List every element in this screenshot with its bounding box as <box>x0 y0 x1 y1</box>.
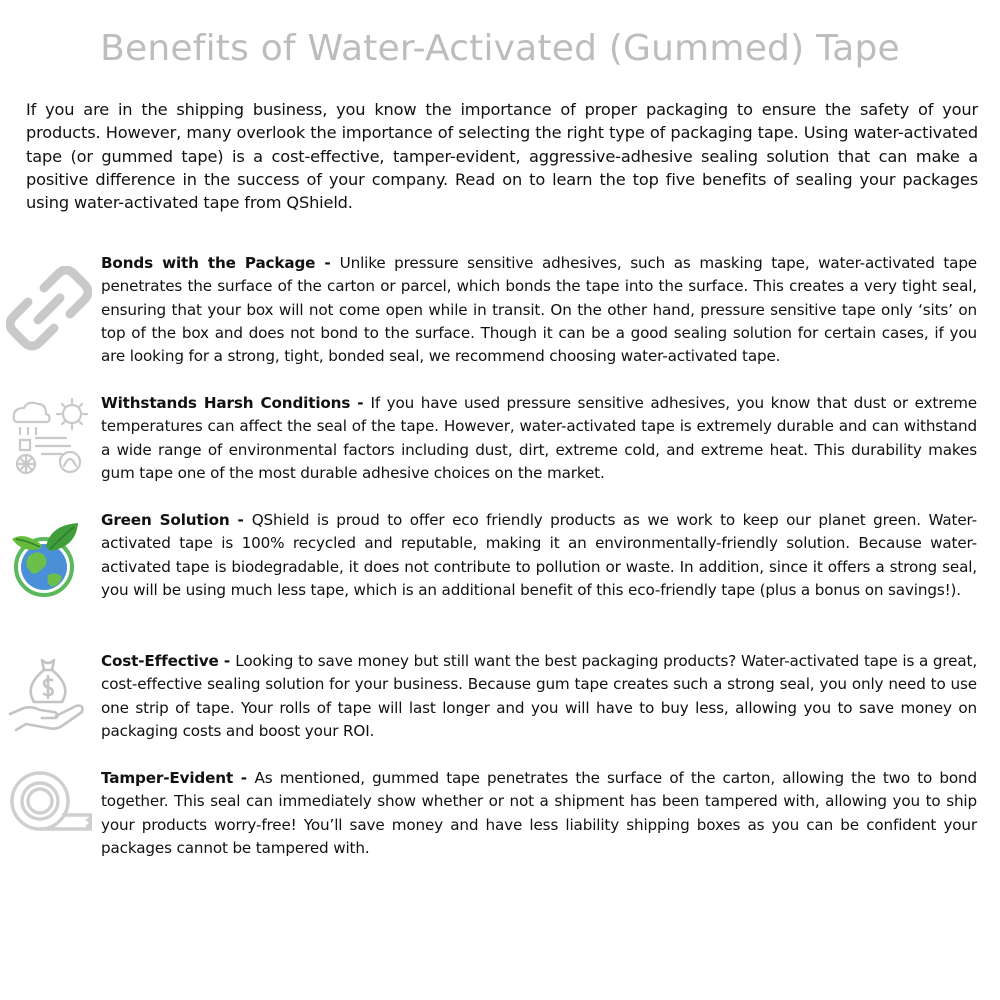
money-bag-hand-icon <box>6 652 92 738</box>
benefit-body: Unlike pressure sensitive adhesives, such as masking tape, water-activated tape penetrates the surface of the carton or parcel, which bonds the tape into the surface. This creates a very tight seal, ensuring that your box will not come open while in transit. On the other hand, pressure sensitive tape only ‘sits’ on top of the box and does not bond to the surface. Though it can be a good sealing solution for certain cases, if you are looking for a strong, tight, bonded seal, we recommend choosing water-activated tape. <box>101 254 978 366</box>
chain-link-icon <box>6 266 92 352</box>
benefit-text <box>101 767 977 860</box>
benefit-heading: Withstands Harsh Conditions - <box>101 394 371 412</box>
benefit-body: Looking to save money but still want the best packaging products? Water-activated tape is a great, cost-effective sealing solution for your business. Because gum tape creates such a strong seal, you only need to use one strip of tape. Your rolls of tape will last longer and you will have to buy less, allowing you to save money on packaging costs and boost your ROI. <box>101 652 978 740</box>
benefit-text <box>101 509 977 602</box>
benefit-text <box>101 650 977 743</box>
weather-conditions-icon <box>6 394 92 480</box>
benefit-heading: Green Solution - <box>101 511 252 529</box>
green-earth-icon <box>6 517 92 603</box>
benefit-body: QShield is proud to offer eco friendly products as we work to keep our planet green. Water-activated tape is 100% recycled and reputable, making it an environmentally-friendly solution. Because water-activated tape is biodegradable, it does not contribute to pollution or waste. In addition, since it offers a strong seal, you will be using much less tape, which is an additional benefit of this eco-friendly tape (plus a bonus on savings!). <box>101 511 977 599</box>
benefit-heading: Bonds with the Package - <box>101 254 340 272</box>
benefit-text <box>101 252 977 368</box>
intro-paragraph: If you are in the shipping business, you know the importance of proper packaging to ensure the safety of your products. However, many overlook the importance of selecting the right type of packaging tape. Using water-activated tape (or gummed tape) is a cost-effective, tamper-evident, aggressive-adhesive sealing solution that can make a positive difference in the success of your company. Read on to learn the top five benefits of sealing your packages using water-activated tape from QShield. <box>26 100 978 213</box>
benefit-heading: Cost-Effective - <box>101 652 236 670</box>
page-title: Benefits of Water-Activated (Gummed) Tape <box>100 28 900 69</box>
benefit-body: As mentioned, gummed tape penetrates the surface of the carton, allowing the two to bond together. This seal can immediately show whether or not a shipment has been tampered with, allowing you to ship your products worry-free! You’ll save money and have less liability shipping boxes as you can be confident your packages cannot be tampered with. <box>101 769 977 857</box>
benefit-heading: Tamper-Evident - <box>101 769 255 787</box>
benefit-body: If you have used pressure sensitive adhesives, you know that dust or extreme temperatures can affect the seal of the tape. However, water-activated tape is extremely durable and can withstand a wide range of environmental factors including dust, dirt, extreme cold, and extreme heat. This durability makes gum tape one of the most durable adhesive choices on the market. <box>101 394 978 482</box>
tape-roll-icon <box>6 767 92 853</box>
benefit-text <box>101 392 977 485</box>
